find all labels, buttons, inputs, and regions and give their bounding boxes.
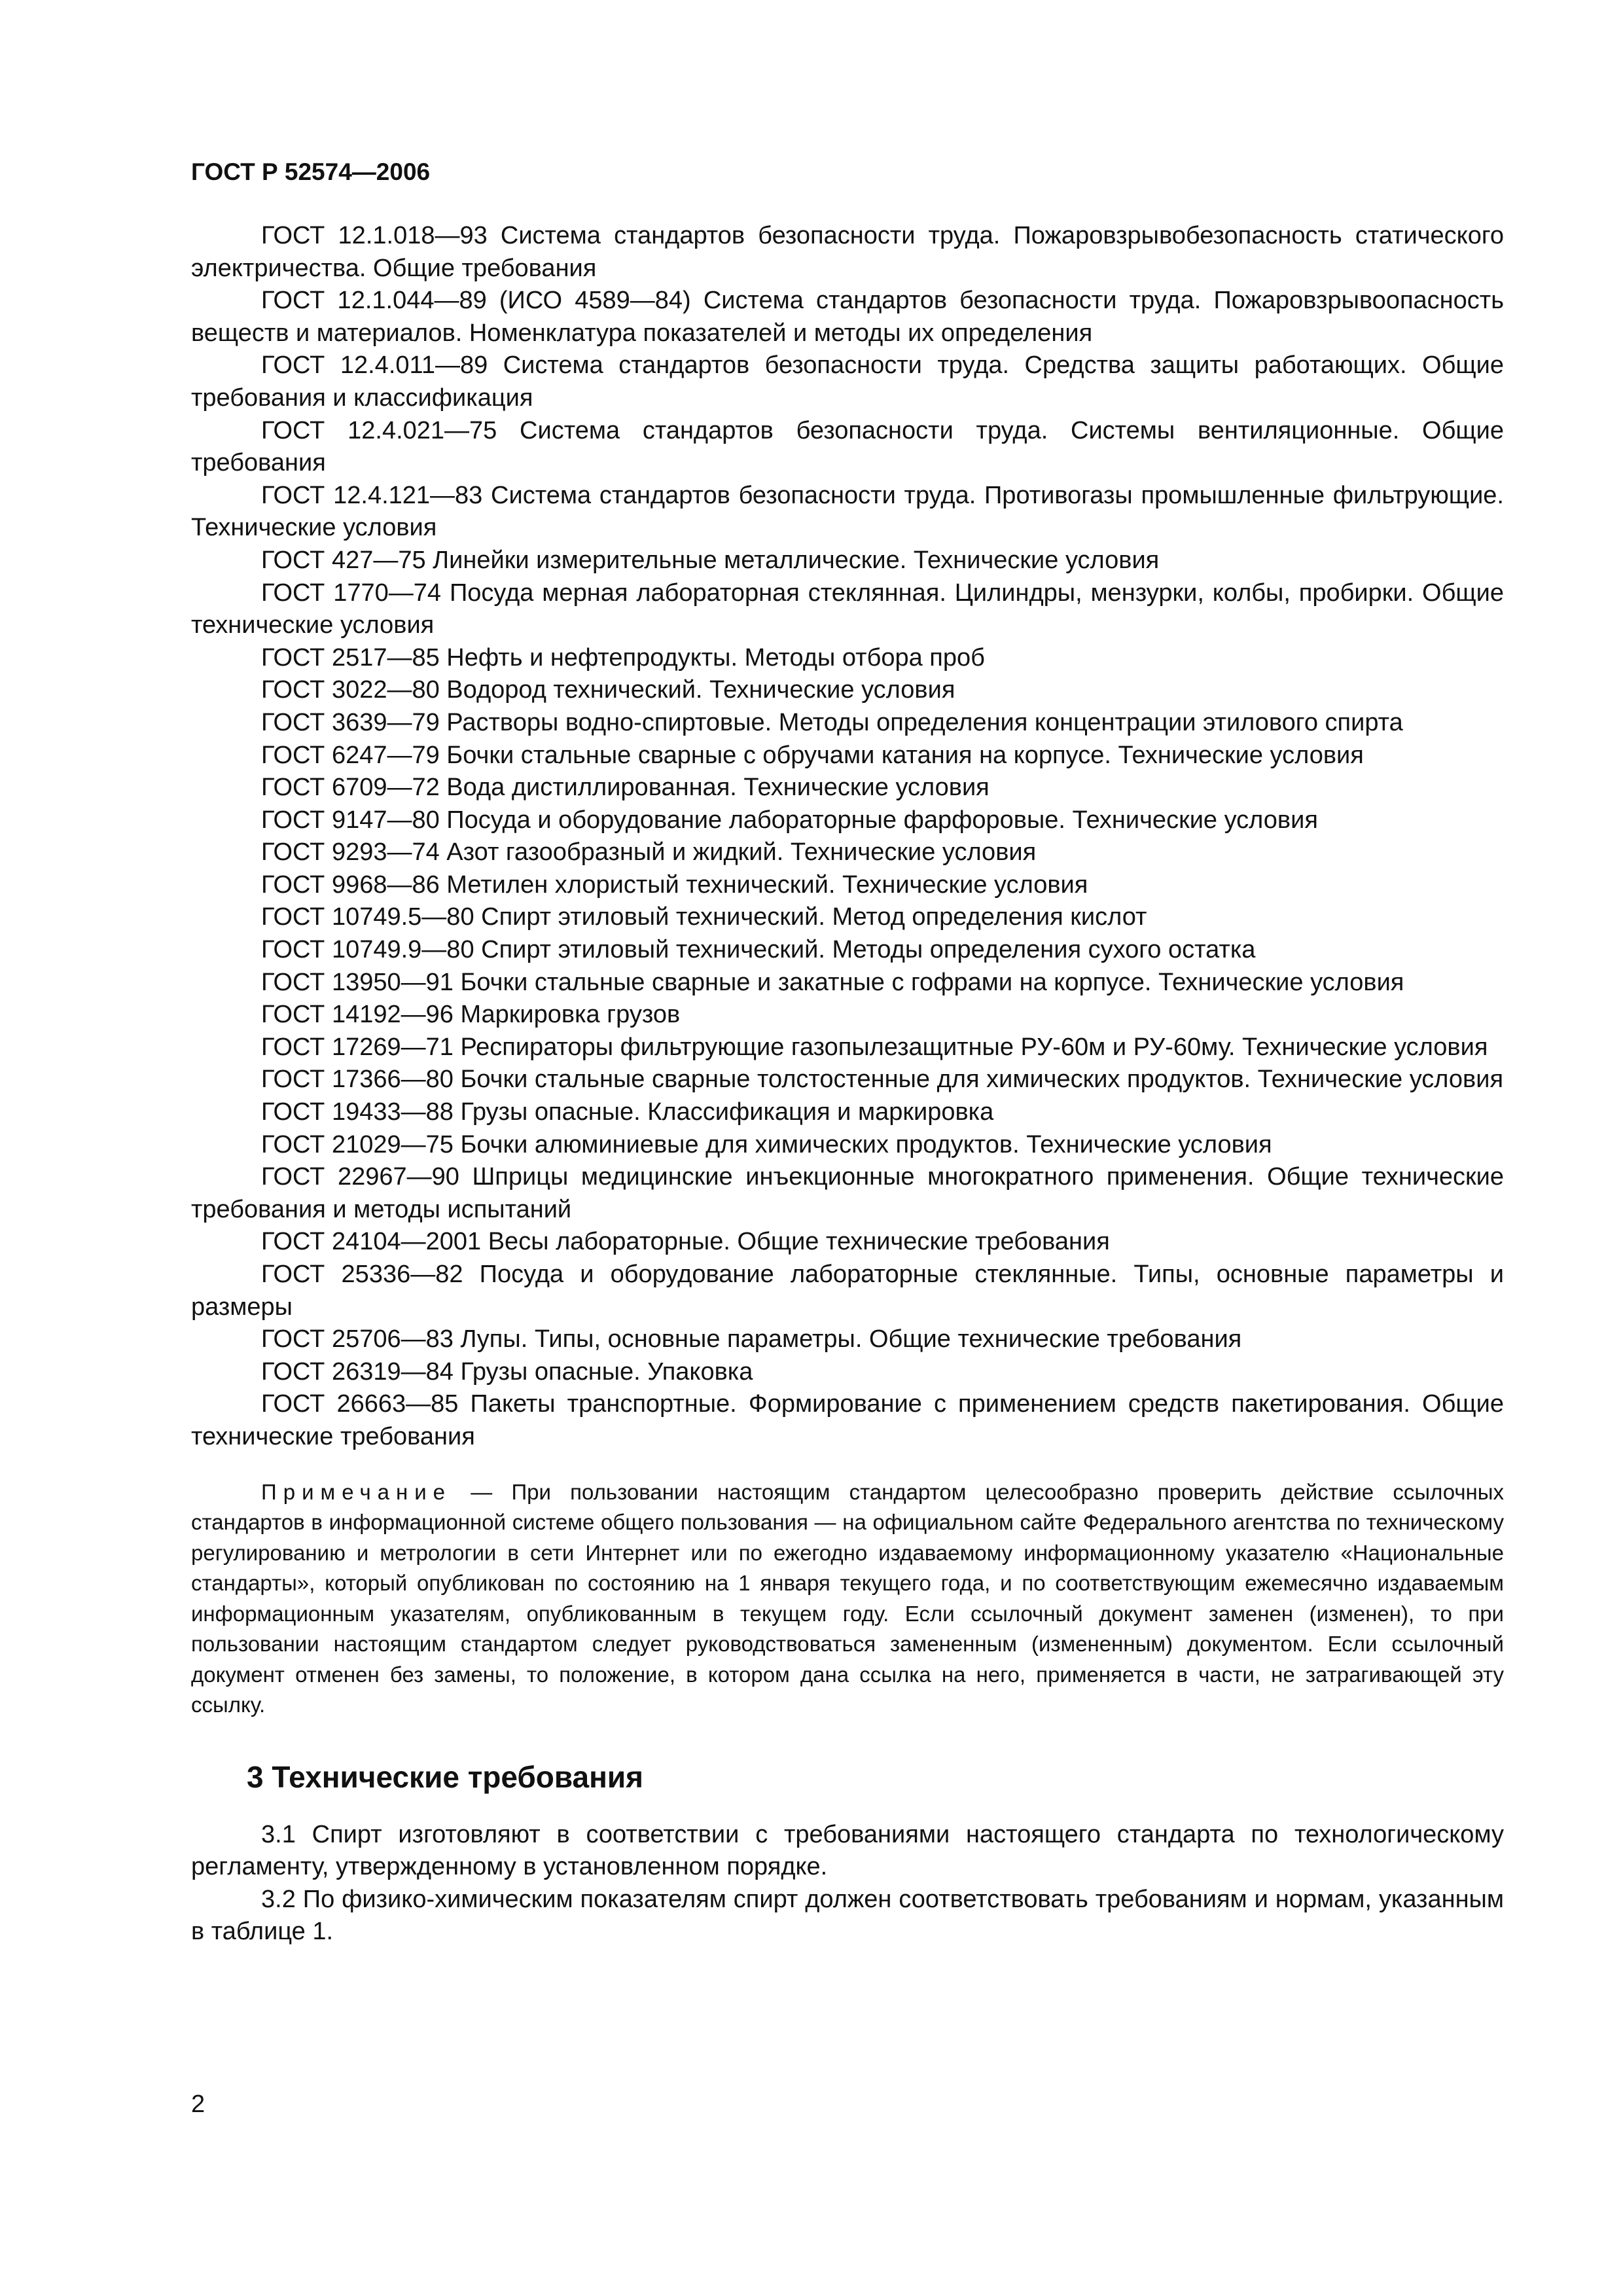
section-title: 3 Технические требования (247, 1759, 643, 1794)
section-paragraph: 3.2 По физико-химическим показателям спирт должен соответствовать требованиям и нормам, указанным в таблице 1. (191, 1885, 1504, 1946)
reference-item: ГОСТ 9968—86 Метилен хлористый технический. Технические условия (261, 870, 1088, 899)
reference-item: ГОСТ 25706—83 Лупы. Типы, основные параметры. Общие технические требования (261, 1325, 1242, 1354)
reference-item: ГОСТ 26319—84 Грузы опасные. Упаковка (261, 1357, 753, 1386)
reference-item: ГОСТ 10749.5—80 Спирт этиловый технический. Метод определения кислот (261, 903, 1147, 931)
reference-item: ГОСТ 25336—82 Посуда и оборудование лабораторные стеклянные. Типы, основные параметры и размеры (191, 1261, 1504, 1321)
reference-item: ГОСТ 12.4.021—75 Система стандартов безопасности труда. Системы вентиляционные. Общие требования (191, 416, 1504, 477)
reference-item: ГОСТ 427—75 Линейки измерительные металлические. Технические условия (261, 546, 1160, 574)
reference-item: ГОСТ 19433—88 Грузы опасные. Классификация и маркировка (261, 1098, 994, 1126)
note-label: Примечание (261, 1479, 452, 1504)
note-text: — При пользовании настоящим стандартом целесообразно проверить действие ссылочных стандартов в информационной системе общего пользования — на официальном сайте Федерального агентства по техническому регулированию и метрологии в сети Интернет или по ежегодно издаваемому информационному указателю «Национальные стандарты», который опубликован по состоянию на 1 января текущего года, и по соответствующим ежемесячно издаваемым информационным указателям, опубликованным в текущем году. Если ссылочный документ заменен (изменен), то при пользовании настоящим стандартом следует руководствоваться замененным (измененным) документом. Если ссылочный документ отменен без замены, то положение, в котором дана ссылка на него, применяется в части, не затрагивающей эту ссылку. (191, 1479, 1504, 1717)
reference-item: ГОСТ 6247—79 Бочки стальные сварные с обручами катания на корпусе. Технические условия (261, 741, 1364, 769)
reference-item: ГОСТ 17366—80 Бочки стальные сварные толстостенные для химических продуктов. Технические условия (261, 1066, 1504, 1094)
reference-item: ГОСТ 13950—91 Бочки стальные сварные и закатные с гофрами на корпусе. Технические условия (261, 968, 1404, 996)
reference-item: ГОСТ 10749.9—80 Спирт этиловый технический. Методы определения сухого остатка (261, 936, 1256, 964)
reference-item: ГОСТ 6709—72 Вода дистиллированная. Технические условия (261, 774, 990, 802)
reference-item: ГОСТ 2517—85 Нефть и нефтепродукты. Методы отбора проб (261, 643, 985, 672)
reference-item: ГОСТ 12.4.121—83 Система стандартов безопасности труда. Противогазы промышленные фильтрующие. Технические условия (191, 481, 1504, 542)
reference-item: ГОСТ 12.1.018—93 Система стандартов безопасности труда. Пожаровзрывобезопасность статического электричества. Общие требования (191, 222, 1504, 282)
reference-item: ГОСТ 26663—85 Пакеты транспортные. Формирование с применением средств пакетирования. Общие технические требования (191, 1390, 1504, 1450)
page-number: 2 (191, 2090, 205, 2118)
reference-item: ГОСТ 3639—79 Растворы водно-спиртовые. Методы определения концентрации этилового спирта (261, 708, 1403, 736)
reference-item: ГОСТ 24104—2001 Весы лабораторные. Общие технические требования (261, 1228, 1110, 1256)
reference-item: ГОСТ 3022—80 Водород технический. Технические условия (261, 676, 955, 704)
reference-item: ГОСТ 9147—80 Посуда и оборудование лабораторные фарфоровые. Технические условия (261, 806, 1318, 834)
reference-item: ГОСТ 21029—75 Бочки алюминиевые для химических продуктов. Технические условия (261, 1130, 1272, 1158)
section-paragraph: 3.1 Спирт изготовляют в соответствии с требованиями настоящего стандарта по технологическому регламенту, утвержденному в установленном порядке. (191, 1820, 1504, 1881)
document-header: ГОСТ Р 52574—2006 (191, 158, 431, 185)
reference-item: ГОСТ 17269—71 Респираторы фильтрующие газопылезащитные РУ-60м и РУ-60му. Технические условия (261, 1033, 1488, 1061)
document-page (191, 157, 1504, 1948)
reference-item: ГОСТ 9293—74 Азот газообразный и жидкий. Технические условия (261, 838, 1037, 867)
reference-item: ГОСТ 22967—90 Шприцы медицинские инъекционные многократного применения. Общие технические требования и методы испытаний (191, 1163, 1504, 1223)
reference-item: ГОСТ 12.4.011—89 Система стандартов безопасности труда. Средства защиты работающих. Общие требования и классификация (191, 351, 1504, 412)
note-paragraph (191, 1477, 1504, 1721)
reference-item: ГОСТ 12.1.044—89 (ИСО 4589—84) Система стандартов безопасности труда. Пожаровзрывоопасность веществ и материалов. Номенклатура показателей и методы их определения (191, 287, 1504, 347)
reference-item: ГОСТ 1770—74 Посуда мерная лабораторная стеклянная. Цилиндры, мензурки, колбы, пробирки. Общие технические условия (191, 579, 1504, 639)
references-list (191, 220, 1504, 1454)
reference-item: ГОСТ 14192—96 Маркировка грузов (261, 1001, 681, 1029)
